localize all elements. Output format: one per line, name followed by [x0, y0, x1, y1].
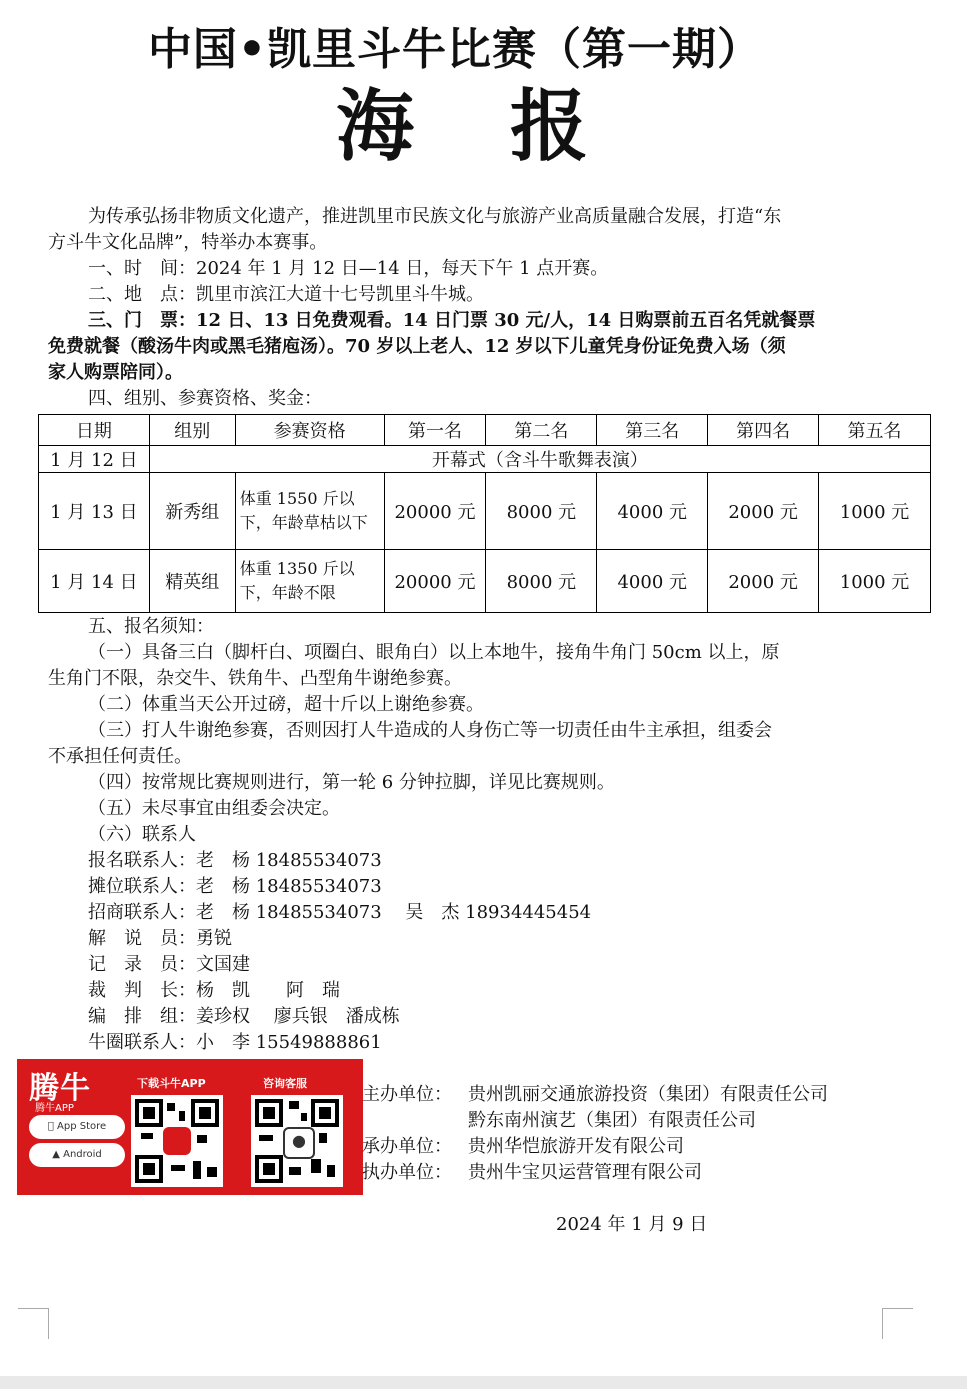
table-header-cell: 第三名 — [597, 415, 708, 446]
row-prize-5: 1000 元 — [819, 473, 931, 550]
app-store-label: App Store — [52, 1121, 102, 1132]
table-header-cell: 参赛资格 — [235, 415, 384, 446]
notice-item-3-line-1: （三）打人牛谢绝参赛，否则因打人牛造成的人身伤亡等一切责任由牛主承担，组委会 — [88, 720, 772, 741]
row-date: 1 月 14 日 — [39, 550, 150, 613]
info-ticket-line-3: 家人购票陪同）。 — [48, 362, 183, 383]
row-prize-3: 4000 元 — [597, 473, 708, 550]
contact-line: 招商联系人：老 杨 18485534073 吴 杰 18934445454 — [88, 902, 592, 923]
brand-logo: 腾牛 — [29, 1071, 91, 1106]
page-corner-mark — [882, 1308, 913, 1339]
row-prize-3: 4000 元 — [597, 550, 708, 613]
apple-icon — [48, 1121, 54, 1132]
page-corner-mark — [18, 1308, 49, 1339]
row-qualification: 体重 1350 斤以下，年龄不限 — [235, 550, 384, 613]
bull-logo-icon — [163, 1127, 191, 1155]
table-header-row — [39, 415, 931, 446]
host-label: 主办单位： — [362, 1084, 452, 1105]
row-prize-1: 20000 元 — [384, 550, 486, 613]
table-header-cell: 第一名 — [384, 415, 486, 446]
android-button[interactable] — [29, 1143, 125, 1167]
notice-item-6: （六）联系人 — [88, 824, 196, 845]
poster-heading — [0, 82, 930, 172]
row-prize-4: 2000 元 — [708, 473, 819, 550]
prize-table — [38, 414, 931, 613]
contact-line: 编 排 组：姜珍权 廖兵银 潘成栋 — [88, 1006, 400, 1027]
issue-date: 2024 年 1 月 9 日 — [556, 1214, 708, 1235]
host-org-2: 黔东南州演艺（集团）有限责任公司 — [468, 1110, 756, 1131]
contact-line: 记 录 员：文国建 — [88, 954, 250, 975]
row-date: 1 月 13 日 — [39, 473, 150, 550]
contact-line: 解 说 员：勇锐 — [88, 928, 232, 949]
info-place: 二、地 点：凯里市滨江大道十七号凯里斗牛城。 — [88, 284, 484, 305]
row-prize-4: 2000 元 — [708, 550, 819, 613]
poster-char-2: 报 — [510, 82, 595, 172]
contact-line: 牛圈联系人：小 李 15549888861 — [88, 1032, 382, 1053]
execute-org: 贵州牛宝贝运营管理有限公司 — [468, 1162, 702, 1183]
brand-subtitle: 腾牛APP — [35, 1103, 74, 1114]
table-row — [39, 446, 931, 473]
table-header-cell: 第五名 — [819, 415, 931, 446]
row-prize-1: 20000 元 — [384, 473, 486, 550]
table-header-cell: 第四名 — [708, 415, 819, 446]
notice-item-3-line-2: 不承担任何责任。 — [48, 746, 192, 767]
table-header-cell: 组别 — [149, 415, 235, 446]
android-icon: ▲ — [52, 1149, 60, 1160]
notice-heading: 五、报名须知： — [88, 616, 214, 637]
service-qr-code[interactable] — [251, 1095, 343, 1187]
intro-line-1: 为传承弘扬非物质文化遗产，推进凯里市民族文化与旅游产业高质量融合发展，打造“东 — [88, 206, 782, 227]
table-header-cell: 日期 — [39, 415, 150, 446]
promo-banner — [17, 1059, 363, 1195]
notice-item-1-line-1: （一）具备三白（脚杆白、项圈白、眼角白）以上本地牛，接角牛角门 50cm 以上，原 — [88, 642, 780, 663]
intro-line-2: 方斗牛文化品牌”，特举办本赛事。 — [48, 232, 328, 253]
info-ticket-line-2: 免费就餐（酸汤牛肉或黑毛猪庖汤）。70 岁以上老人、12 岁以下儿童凭身份证免费入场（须 — [48, 336, 786, 357]
android-label: Android — [63, 1149, 102, 1160]
info-time: 一、时 间：2024 年 1 月 12 日—14 日，每天下午 1 点开赛。 — [88, 258, 609, 279]
row-prize-2: 8000 元 — [486, 473, 597, 550]
row-group: 新秀组 — [149, 473, 235, 550]
notice-item-5: （五）未尽事宜由组委会决定。 — [88, 798, 340, 819]
opening-ceremony: 开幕式（含斗牛歌舞表演） — [149, 446, 930, 473]
table-header-cell: 第二名 — [486, 415, 597, 446]
undertake-label: 承办单位： — [362, 1136, 452, 1157]
row-qualification: 体重 1550 斤以下，年龄草枯以下 — [235, 473, 384, 550]
service-label: 咨询客服 — [263, 1077, 307, 1090]
table-row — [39, 550, 931, 613]
opening-date: 1 月 12 日 — [39, 446, 150, 473]
row-group: 精英组 — [149, 550, 235, 613]
undertake-org: 贵州华恺旅游开发有限公司 — [468, 1136, 684, 1157]
wechat-icon: ● — [283, 1127, 315, 1159]
download-label: 下载斗牛APP — [137, 1077, 206, 1090]
page-bottom-edge — [0, 1376, 967, 1389]
notice-item-1-line-2: 生角门不限，杂交牛、铁角牛、凸型角牛谢绝参赛。 — [48, 668, 462, 689]
contact-line: 裁 判 长：杨 凯 阿 瑞 — [88, 980, 340, 1001]
poster-char-1: 海 — [335, 82, 420, 172]
info-ticket-line-1: 三、门 票：12 日、13 日免费观看。14 日门票 30 元/人，14 日购票前五百名凭就餐票 — [88, 310, 816, 331]
table-row — [39, 473, 931, 550]
poster-title: 中国•凯里斗牛比赛（第一期） — [147, 24, 763, 75]
host-org-1: 贵州凯丽交通旅游投资（集团）有限责任公司 — [468, 1084, 828, 1105]
execute-label: 执办单位： — [362, 1162, 452, 1183]
contact-line: 报名联系人：老 杨 18485534073 — [88, 850, 382, 871]
row-prize-5: 1000 元 — [819, 550, 931, 613]
download-qr-code[interactable] — [131, 1095, 223, 1187]
row-prize-2: 8000 元 — [486, 550, 597, 613]
groups-heading: 四、组别、参赛资格、奖金： — [88, 388, 322, 409]
app-store-button[interactable] — [29, 1115, 125, 1139]
notice-item-4: （四）按常规比赛规则进行，第一轮 6 分钟拉脚，详见比赛规则。 — [88, 772, 615, 793]
notice-item-2: （二）体重当天公开过磅，超十斤以上谢绝参赛。 — [88, 694, 484, 715]
contact-line: 摊位联系人：老 杨 18485534073 — [88, 876, 382, 897]
